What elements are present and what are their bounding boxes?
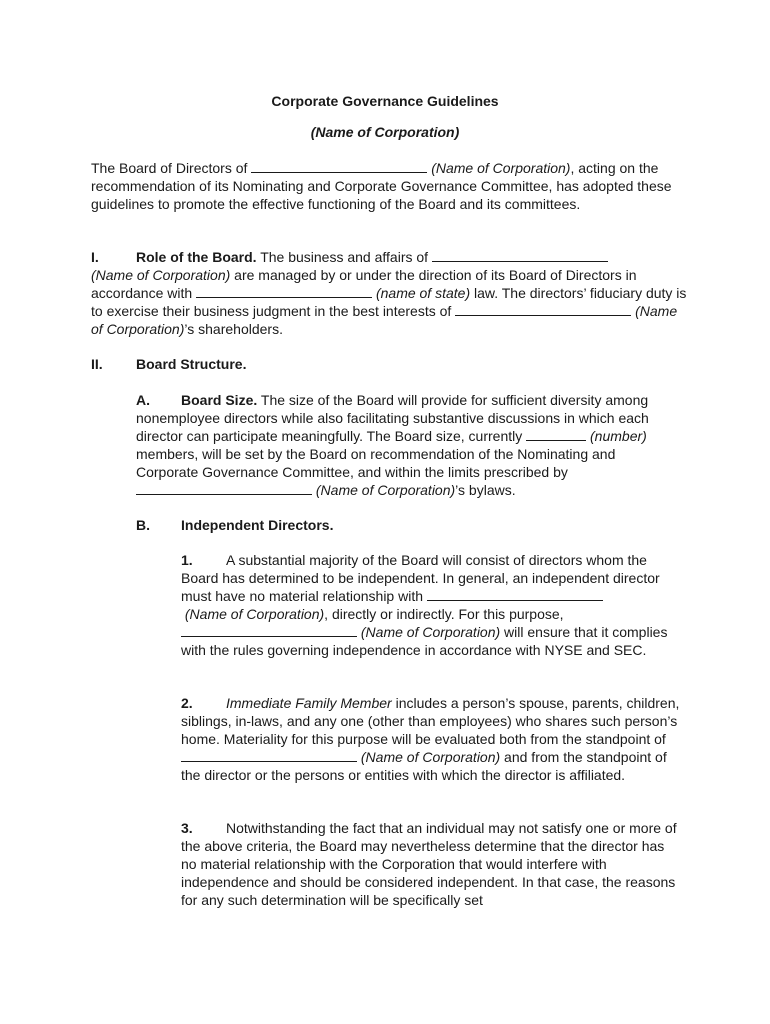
blank-line (251, 160, 427, 173)
placeholder-corporation: (Name of Corporation) (360, 623, 501, 640)
item-text: includes a person’s spouse, parents, children, siblings, in-laws, and any one (other than employees) who shares such person’s home. Materiality for this purpose will be evaluated both from the standpoint of (181, 695, 680, 747)
placeholder-corporation: (Name of Corporation) (315, 481, 456, 498)
subsection-text: members, will be set by the Board on recommendation of the Nominating and Corporate Governance Committee, and within the limits prescribed by (136, 445, 616, 480)
item-text: and from the standpoint of the director or the persons or entities with which the director is affiliated. (181, 748, 667, 783)
intro-text-1: The Board of Directors of (91, 160, 252, 176)
blank-line (181, 749, 357, 762)
section-heading: Role of the Board. (136, 249, 257, 265)
placeholder-corporation: (Name of Corporation) (360, 748, 501, 765)
list-item-3 (181, 820, 681, 910)
item-text: , directly or indirectly. For this purpose, (324, 605, 564, 622)
subsection-heading: Independent Directors. (181, 517, 334, 533)
placeholder-state: (name of state) (375, 284, 471, 301)
section-heading: Board Structure. (136, 356, 247, 372)
subsection-text: The size of the Board will provide for sufficient diversity among nonemployee directors while also facilitating substantive discussions in which each director can participate meaningfully. The Board size, currently (136, 392, 649, 444)
placeholder-corporation: (Name of Corporation) (184, 605, 325, 622)
section-text: are managed by or under the direction of its Board of Directors in accordance with (91, 266, 637, 301)
section-number: I. (91, 249, 99, 265)
blank-line (181, 624, 357, 637)
item-number: 3. (181, 820, 193, 836)
document-subtitle: (Name of Corporation) (310, 124, 460, 140)
subsection-letter: B. (136, 517, 150, 533)
document-title: Corporate Governance Guidelines (271, 93, 499, 109)
subsection-text: ’s bylaws. (455, 481, 516, 498)
subsection-independent-directors (136, 517, 536, 535)
item-number: 1. (181, 552, 193, 568)
subsection-board-size (136, 392, 676, 499)
list-item-2 (181, 695, 681, 785)
item-text: A substantial majority of the Board will consist of directors whom the Board has determined to be independent. In general, an independent director must have no material relationship with (181, 552, 660, 604)
section-number: II. (91, 356, 103, 372)
section-text: The business and affairs of (256, 249, 432, 265)
placeholder-number: (number) (590, 427, 647, 444)
section-board-structure (91, 356, 491, 374)
item-term: Immediate Family Member (226, 695, 392, 711)
section-text: ’s shareholders. (184, 320, 283, 337)
subsection-heading: Board Size. (181, 392, 258, 408)
section-text: law. The directors’ fiduciary duty is to exercise their business judgment in the best interests of (91, 284, 687, 319)
intro-paragraph (91, 160, 681, 214)
intro-text-2: , acting on the recommendation of its Nominating and Corporate Governance Committee, has adopted these guidelines to promote the effective functioning of the Board and its committees. (91, 160, 672, 212)
blank-line (526, 428, 586, 441)
subsection-letter: A. (136, 392, 150, 408)
item-text: will ensure that it complies with the rules governing independence in accordance with NYSE and SEC. (181, 623, 668, 658)
blank-line (136, 482, 312, 495)
placeholder-corporation: (Name of Corporation) (91, 266, 231, 283)
placeholder-corporation: (Name of Corporation) (431, 160, 571, 176)
blank-line (427, 588, 603, 601)
item-number: 2. (181, 695, 193, 711)
item-text: Notwithstanding the fact that an individual may not satisfy one or more of the above criteria, the Board may nevertheless determine that the director has no material relationship with the Corporation that would interfere with independence and should be considered independent. In that case, the reasons for any such determination will be specifically set (181, 820, 677, 908)
blank-line (432, 249, 608, 262)
placeholder-corporation: (Name of Corporation) (91, 302, 678, 337)
blank-line (196, 285, 372, 298)
section-role-of-board (91, 249, 691, 339)
list-item-1 (181, 552, 681, 659)
blank-line (455, 303, 631, 316)
